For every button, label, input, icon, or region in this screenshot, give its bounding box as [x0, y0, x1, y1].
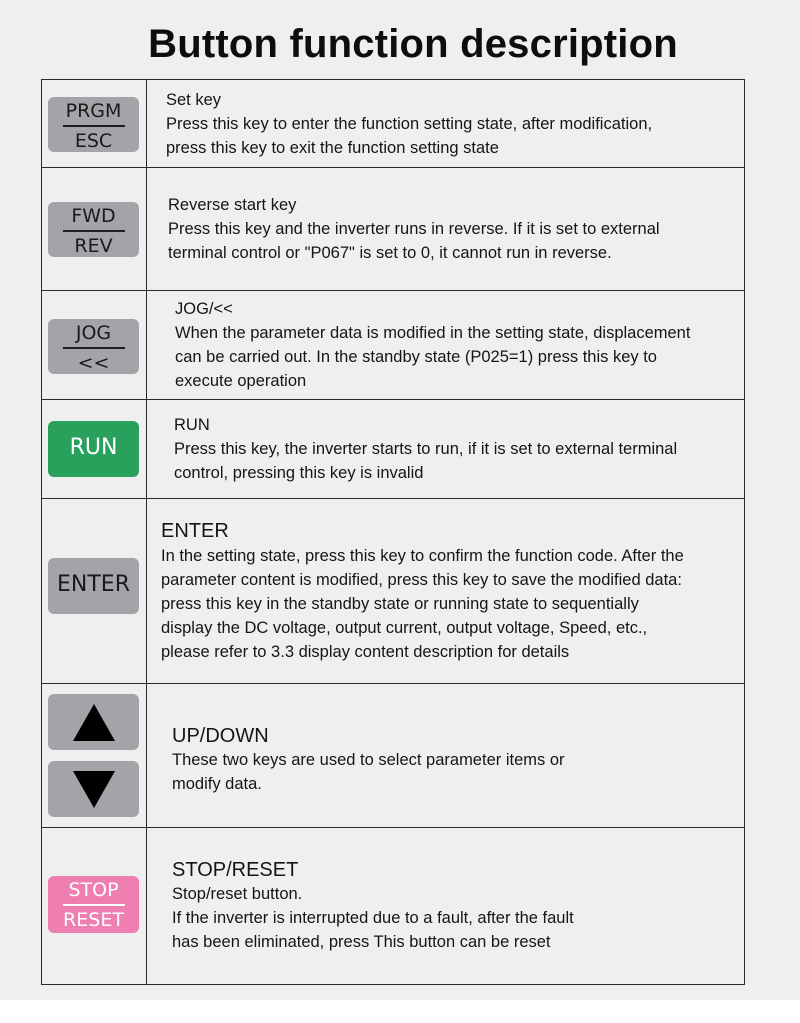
row-line: Stop/reset button. [172, 885, 303, 903]
row-line: Press this key, the inverter starts to run, if it is set to external terminal [174, 440, 678, 458]
key-divider [63, 347, 125, 349]
row-line: control, pressing this key is invalid [174, 464, 424, 482]
row-heading: Reverse start key [168, 196, 297, 214]
table-row [42, 499, 745, 684]
row-line: press this key to exit the function setting state [166, 138, 499, 157]
key-top-label: JOG [75, 322, 112, 344]
row-heading: Set key [166, 90, 222, 109]
row-heading: JOG/<< [175, 300, 233, 318]
key-top-label: PRGM [65, 100, 122, 122]
row-line: display the DC voltage, output current, output voltage, Speed, etc., [161, 619, 648, 637]
up-key[interactable] [48, 694, 139, 750]
key-bottom-label: << [77, 352, 110, 374]
row-line: please refer to 3.3 display content description for details [161, 643, 570, 661]
table-row [42, 684, 745, 828]
key-top-label: FWD [71, 205, 116, 227]
row-line: execute operation [175, 372, 307, 390]
table-row [42, 400, 745, 499]
jog-key[interactable] [48, 319, 139, 374]
enter-key[interactable]: ENTER [48, 558, 139, 614]
row-line: terminal control or "P067" is set to 0, it cannot run in reverse. [168, 244, 612, 262]
row-heading: STOP/RESET [172, 859, 299, 881]
prgm-esc-key[interactable] [48, 97, 139, 152]
key-bottom-label: REV [74, 235, 113, 257]
stop-reset-key[interactable] [48, 876, 139, 933]
row-line: These two keys are used to select parameter items or [172, 750, 565, 769]
fwd-rev-key[interactable] [48, 202, 139, 257]
key-top-label: STOP [68, 879, 119, 901]
down-triangle-icon [73, 771, 115, 808]
table-row [42, 168, 745, 291]
table-row [42, 828, 745, 985]
row-heading: UP/DOWN [172, 724, 269, 747]
row-line: If the inverter is interrupted due to a fault, after the fault [172, 909, 574, 927]
up-triangle-icon [73, 704, 115, 741]
row-line: modify data. [172, 774, 262, 793]
run-key[interactable]: RUN [48, 421, 139, 477]
key-divider [63, 230, 125, 232]
table-row [42, 291, 745, 400]
key-bottom-label: RESET [63, 909, 124, 931]
row-heading: ENTER [161, 520, 229, 542]
key-divider [63, 904, 125, 906]
row-line: Press this key to enter the function setting state, after modification, [166, 114, 653, 133]
row-line: In the setting state, press this key to confirm the function code. After the [161, 547, 684, 565]
page-title: Button function description [148, 22, 678, 66]
function-table [41, 79, 745, 985]
row-line: can be carried out. In the standby state (P025=1) press this key to [175, 348, 657, 366]
down-key[interactable] [48, 761, 139, 817]
row-line: When the parameter data is modified in the setting state, displacement [175, 324, 691, 342]
key-bottom-label: ESC [74, 130, 113, 152]
row-line: press this key in the standby state or running state to sequentially [161, 595, 639, 613]
row-line: parameter content is modified, press this key to save the modified data: [161, 571, 682, 589]
row-line: has been eliminated, press This button can be reset [172, 933, 551, 951]
row-line: Press this key and the inverter runs in reverse. If it is set to external [168, 220, 660, 238]
row-heading: RUN [174, 416, 210, 434]
table-row [42, 80, 745, 168]
key-divider [63, 125, 125, 127]
